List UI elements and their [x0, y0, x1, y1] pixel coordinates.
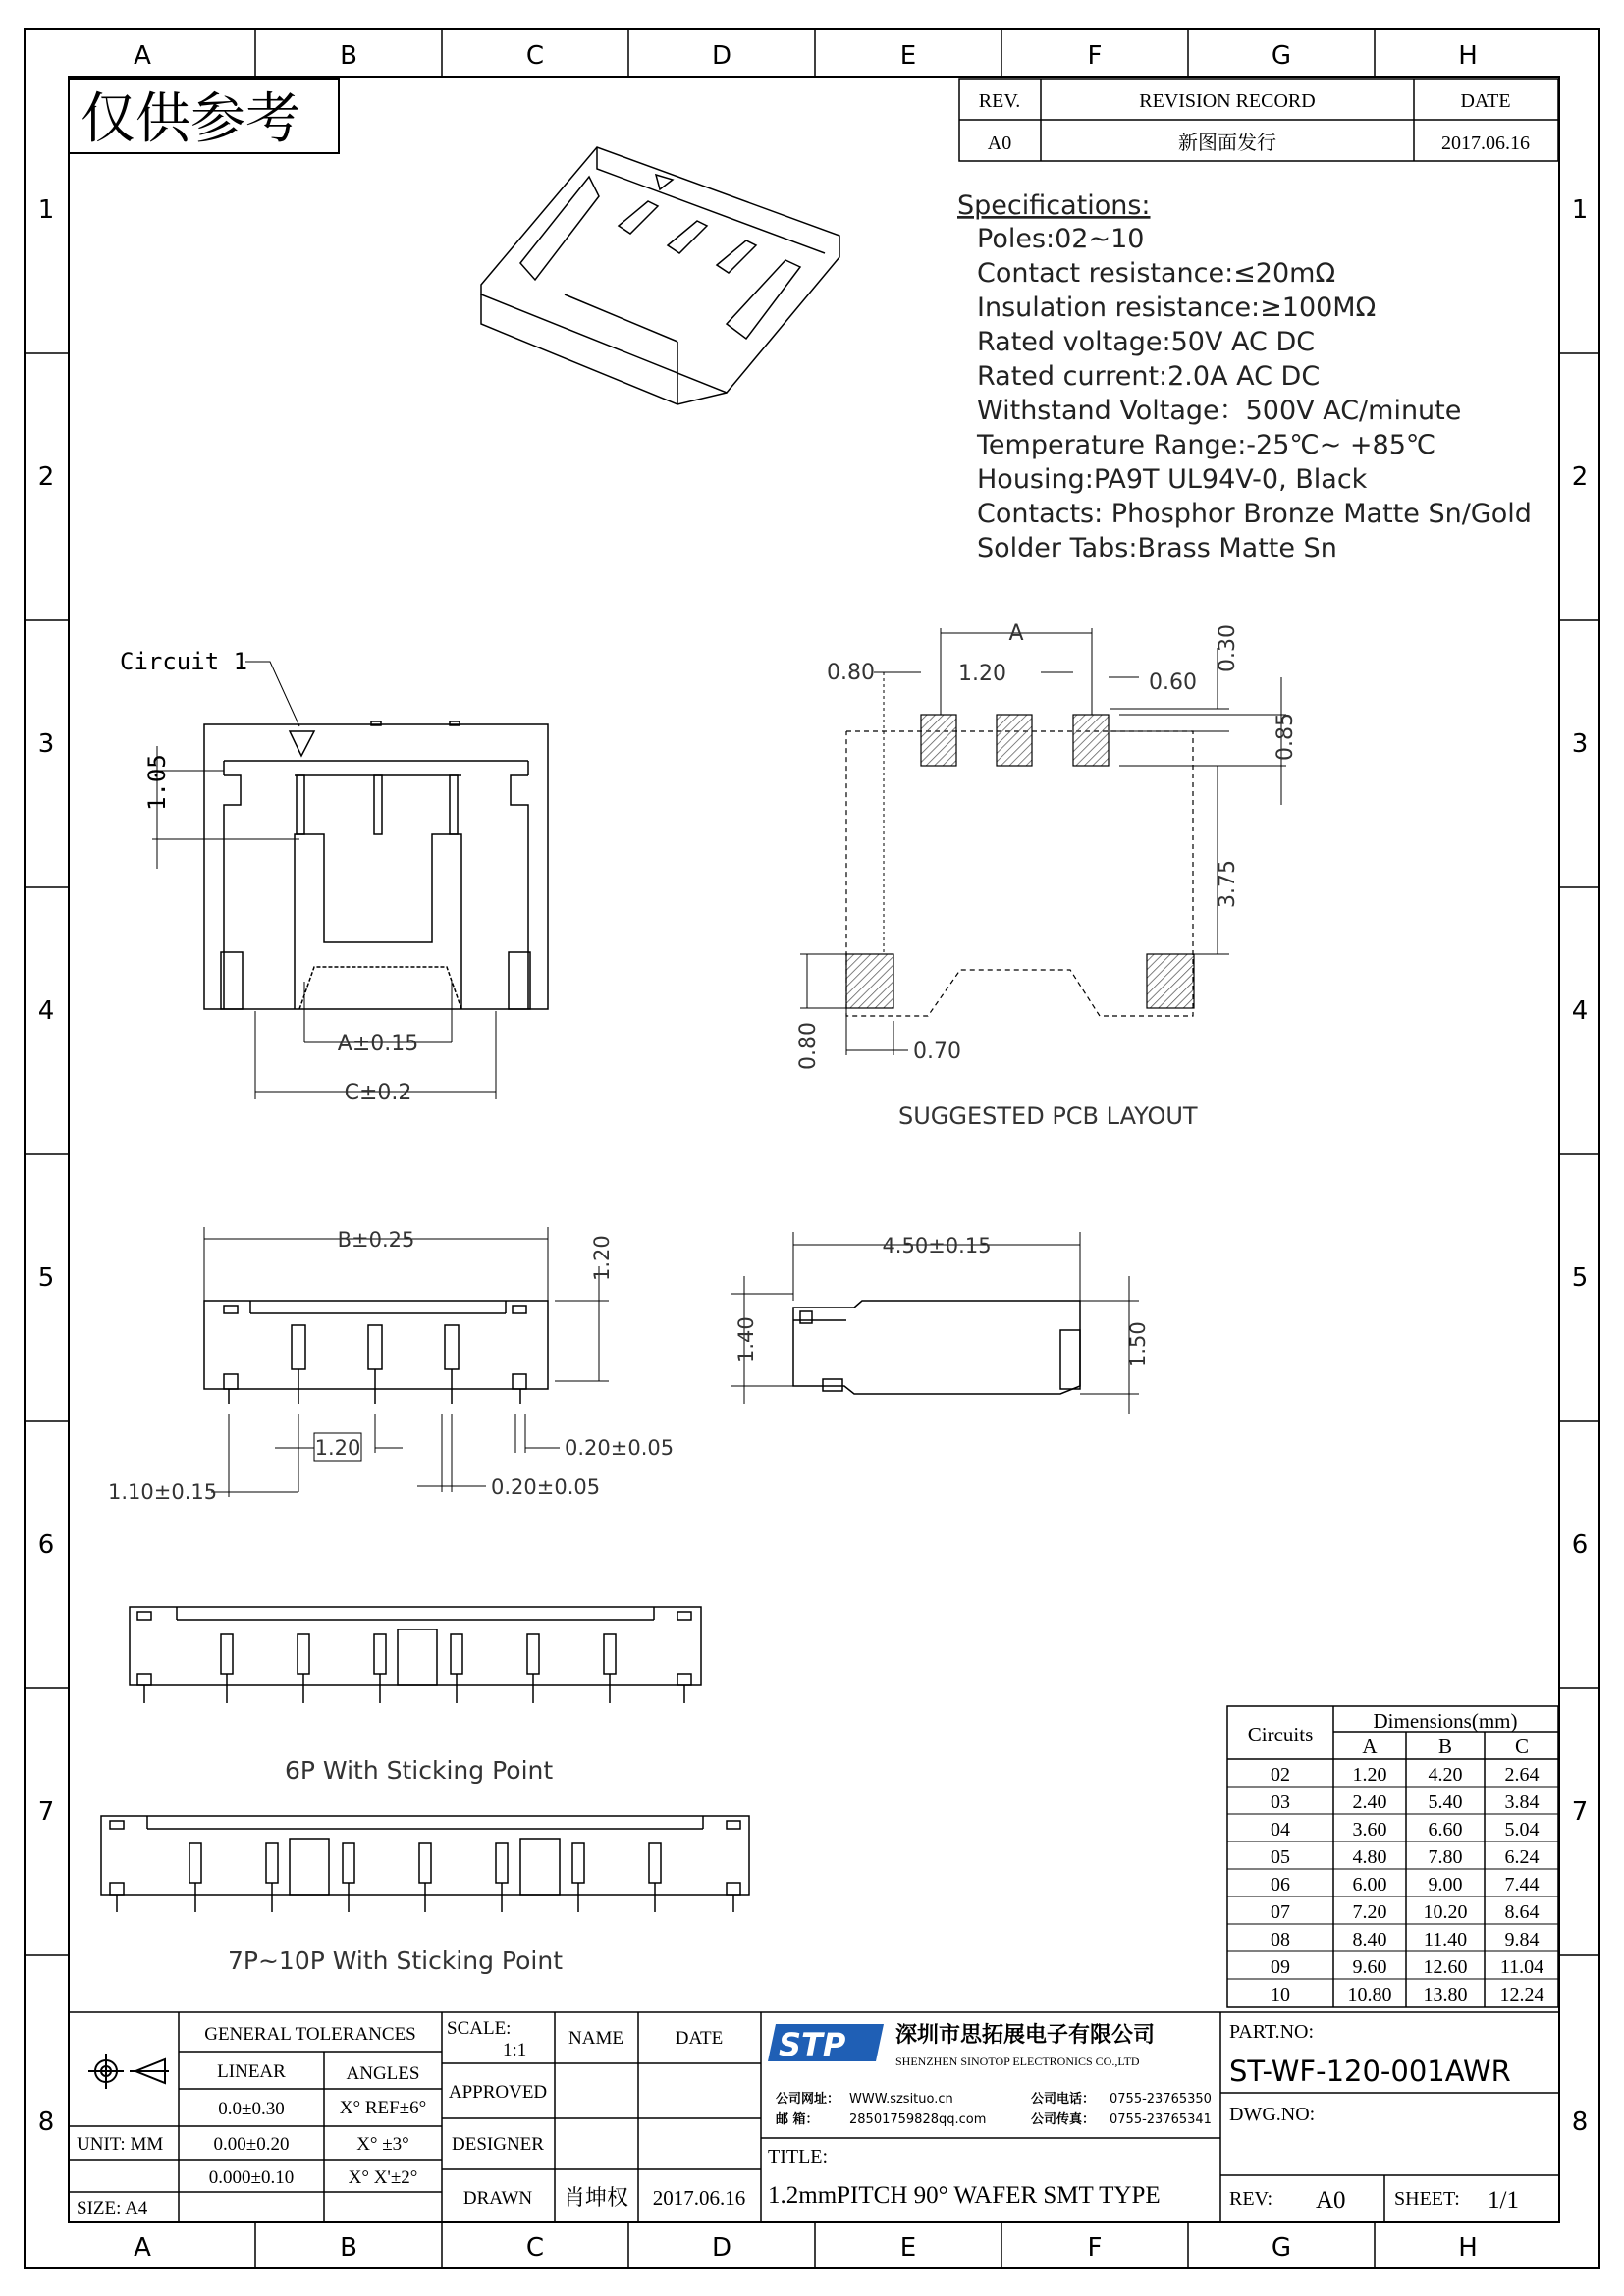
dim-b: B±0.25 [337, 1228, 415, 1252]
tel-label: 公司电话： [1031, 2092, 1096, 2107]
circuits-header: Circuits [1247, 1723, 1314, 1746]
svg-text:11.04: 11.04 [1499, 1956, 1544, 1978]
dim-1-10: 1.10±0.15 [108, 1480, 218, 1504]
spec-line: Temperature Range:-25℃~ +85℃ [977, 430, 1436, 460]
spec-line: Housing:PA9T UL94V-0, Black [977, 464, 1368, 495]
pcb-pad [997, 715, 1032, 766]
revision-date-value: 2017.06.16 [1441, 133, 1530, 154]
svg-text:8.64: 8.64 [1504, 1901, 1540, 1923]
drawn-name: 肖坤权 [563, 2185, 629, 2210]
table-row [1271, 1901, 1540, 1923]
col-label: C [525, 2233, 545, 2263]
circuit1-label: Circuit 1 [120, 648, 248, 675]
date-header: DATE [675, 2028, 724, 2049]
row-label: 1 [1571, 195, 1589, 225]
col-label: H [1458, 2233, 1478, 2263]
side-view [793, 1301, 1080, 1394]
dwg-no-label: DWG.NO: [1229, 2104, 1316, 2125]
dim-0-20-a: 0.20±0.05 [565, 1436, 675, 1460]
approved-label: APPROVED [448, 2082, 548, 2103]
svg-text:10.20: 10.20 [1423, 1901, 1468, 1923]
revision-record-value: 新图面发行 [1178, 133, 1276, 154]
col-label: E [899, 41, 917, 71]
tol-angle-2: X° ±3° [356, 2134, 409, 2155]
svg-text:04: 04 [1271, 1819, 1290, 1841]
dim-c-front: C±0.2 [344, 1081, 412, 1105]
scale-value: 1:1 [503, 2040, 527, 2060]
dim-1-20-pitch: 1.20 [314, 1436, 361, 1460]
svg-text:10: 10 [1271, 1984, 1290, 2005]
svg-text:06: 06 [1271, 1874, 1290, 1896]
fax-label: 公司传真： [1031, 2112, 1096, 2127]
rev-header: REV. [978, 90, 1021, 112]
row-label: 5 [1571, 1263, 1589, 1293]
company-logo [768, 2024, 884, 2063]
logo-text: STP [779, 2026, 846, 2063]
row-label: 6 [37, 1530, 55, 1560]
col-label: B [340, 41, 357, 71]
tol-linear-2: 0.00±0.20 [213, 2134, 290, 2155]
dim-1-50: 1.50 [1126, 1321, 1150, 1367]
name-header: NAME [568, 2028, 623, 2049]
spec-line: Insulation resistance:≥100MΩ [977, 293, 1377, 323]
col-label: D [711, 41, 732, 71]
col-label: D [711, 2233, 732, 2263]
unit-label: UNIT: MM [77, 2134, 164, 2155]
table-row [1271, 1929, 1540, 1950]
col-label: E [899, 2233, 917, 2263]
table-row [1271, 1984, 1544, 2005]
col-label: F [1087, 41, 1103, 71]
size-label: SIZE: A4 [77, 2198, 148, 2218]
pcb-pad [921, 715, 956, 766]
spec-line: Rated current:2.0A AC DC [977, 361, 1321, 392]
col-label: G [1271, 41, 1292, 71]
col-label: B [340, 2233, 357, 2263]
pcb-pad [1073, 715, 1109, 766]
rev-value: A0 [987, 133, 1012, 154]
col-label: F [1087, 2233, 1103, 2263]
pcb-dim-080-top: 0.80 [827, 661, 875, 685]
svg-text:11.40: 11.40 [1423, 1929, 1468, 1950]
linear-label: LINEAR [217, 2061, 286, 2082]
stamp-text: 仅供参考 [81, 87, 300, 151]
dim-1-20-height: 1.20 [590, 1235, 614, 1281]
svg-text:6.00: 6.00 [1352, 1874, 1387, 1896]
svg-text:3.60: 3.60 [1352, 1819, 1387, 1841]
pcb-dim-085: 0.85 [1273, 713, 1298, 761]
row-label: 3 [37, 729, 55, 759]
col-label: A [134, 41, 151, 71]
specs-title: Specifications: [957, 190, 1151, 221]
pcb-pad [1147, 954, 1194, 1008]
reference-stamp [69, 79, 339, 153]
tol-linear-3: 0.000±0.10 [208, 2167, 295, 2188]
svg-text:05: 05 [1271, 1846, 1290, 1868]
svg-text:9.60: 9.60 [1352, 1956, 1387, 1978]
company-name-cn: 深圳市思拓展电子有限公司 [895, 2023, 1156, 2048]
svg-text:9.00: 9.00 [1428, 1874, 1463, 1896]
svg-text:13.80: 13.80 [1423, 1984, 1468, 2005]
part-no-label: PART.NO: [1229, 2021, 1315, 2043]
row-label: 2 [1571, 462, 1589, 492]
svg-text:03: 03 [1271, 1791, 1290, 1813]
svg-text:02: 02 [1271, 1764, 1290, 1786]
sheet-label: SHEET: [1394, 2188, 1460, 2210]
svg-text:5.04: 5.04 [1504, 1819, 1540, 1841]
pcb-pad [846, 954, 893, 1008]
table-row [1271, 1791, 1540, 1813]
bottom-view [204, 1301, 548, 1404]
front-view [204, 721, 548, 1009]
row-label: 4 [37, 996, 55, 1026]
part-no-value: ST-WF-120-001AWR [1229, 2055, 1511, 2088]
dim-a-front: A±0.15 [337, 1032, 419, 1056]
company-name-en: SHENZHEN SINOTOP ELECTRONICS CO.,LTD [895, 2055, 1140, 2068]
col-a-header: A [1362, 1735, 1378, 1758]
email-value: 28501759828qq.com [849, 2112, 987, 2127]
svg-text:7.20: 7.20 [1352, 1901, 1387, 1923]
spec-line: Contact resistance:≤20mΩ [977, 258, 1336, 289]
svg-text:09: 09 [1271, 1956, 1290, 1978]
tel-value: 0755-23765350 [1110, 2092, 1212, 2107]
row-label: 8 [1571, 2108, 1589, 2137]
svg-text:08: 08 [1271, 1929, 1290, 1950]
title-label: TITLE: [768, 2146, 829, 2167]
col-label: H [1458, 41, 1478, 71]
row-label: 1 [37, 195, 55, 225]
dim-1-40: 1.40 [734, 1316, 758, 1362]
pcb-dim-060: 0.60 [1149, 670, 1197, 695]
date-header: DATE [1460, 90, 1511, 112]
svg-text:07: 07 [1271, 1901, 1290, 1923]
spec-line: Withstand Voltage：500V AC/minute [977, 396, 1462, 426]
general-tolerances: GENERAL TOLERANCES [204, 2024, 416, 2045]
specifications [957, 190, 1532, 563]
spec-line: Rated voltage:50V AC DC [977, 327, 1316, 357]
pcb-dim-a: A [1008, 621, 1024, 646]
svg-text:5.40: 5.40 [1428, 1791, 1463, 1813]
drawn-date: 2017.06.16 [652, 2186, 746, 2210]
row-label: 6 [1571, 1530, 1589, 1560]
pcb-caption: SUGGESTED PCB LAYOUT [898, 1102, 1198, 1130]
tol-angle-1: X° REF±6° [339, 2098, 427, 2118]
drawing-title: 1.2mmPITCH 90° WAFER SMT TYPE [768, 2182, 1161, 2209]
tol-linear-1: 0.0±0.30 [218, 2099, 285, 2119]
svg-text:2.40: 2.40 [1352, 1791, 1387, 1813]
col-b-header: B [1437, 1735, 1453, 1758]
svg-text:6.60: 6.60 [1428, 1819, 1463, 1841]
svg-text:4.20: 4.20 [1428, 1764, 1463, 1786]
dim-table-body [1271, 1764, 1544, 2005]
isometric-view [481, 147, 839, 404]
svg-text:9.84: 9.84 [1504, 1929, 1540, 1950]
row-label: 7 [37, 1797, 55, 1827]
svg-text:12.24: 12.24 [1499, 1984, 1544, 2005]
row-label: 3 [1571, 729, 1589, 759]
pcb-dim-120: 1.20 [958, 662, 1006, 686]
col-label: A [134, 2233, 151, 2263]
dim-1-05: 1.05 [143, 754, 171, 811]
drawn-label: DRAWN [462, 2188, 533, 2209]
row-label: 2 [37, 462, 55, 492]
table-row [1271, 1764, 1540, 1786]
pcb-dim-375: 3.75 [1216, 860, 1240, 908]
view-6p [130, 1607, 701, 1703]
sheet-value: 1/1 [1488, 2187, 1519, 2214]
svg-text:10.80: 10.80 [1347, 1984, 1392, 2005]
table-row [1271, 1956, 1543, 1978]
revision-record-header: REVISION RECORD [1139, 90, 1316, 112]
email-label: 邮 箱： [776, 2112, 819, 2127]
row-label: 4 [1571, 996, 1589, 1026]
view-7p-10p [101, 1816, 749, 1912]
table-row [1271, 1874, 1540, 1896]
dim-0-20-b: 0.20±0.05 [491, 1475, 601, 1499]
table-row [1271, 1819, 1540, 1841]
svg-text:4.80: 4.80 [1352, 1846, 1387, 1868]
col-c-header: C [1514, 1735, 1530, 1758]
dim-4-50: 4.50±0.15 [882, 1234, 992, 1257]
caption-7p-10p: 7P~10P With Sticking Point [228, 1947, 563, 1975]
svg-text:1.20: 1.20 [1352, 1764, 1387, 1786]
spec-line: Contacts: Phosphor Bronze Matte Sn/Gold [977, 499, 1532, 529]
designer-label: DESIGNER [452, 2134, 544, 2155]
caption-6p: 6P With Sticking Point [285, 1756, 554, 1785]
svg-text:6.24: 6.24 [1504, 1846, 1540, 1868]
pcb-dim-070: 0.70 [913, 1040, 961, 1064]
svg-text:2.64: 2.64 [1504, 1764, 1540, 1786]
spec-line: Solder Tabs:Brass Matte Sn [977, 533, 1337, 563]
angles-label: ANGLES [346, 2063, 420, 2084]
svg-text:7.80: 7.80 [1428, 1846, 1463, 1868]
spec-line: Poles:02~10 [977, 224, 1145, 254]
col-label: C [525, 41, 545, 71]
col-label: G [1271, 2233, 1292, 2263]
scale-label: SCALE: [447, 2018, 512, 2039]
row-label: 7 [1571, 1797, 1589, 1827]
tol-angle-3: X° X'±2° [348, 2167, 418, 2188]
dimensions-header: Dimensions(mm) [1373, 1709, 1518, 1733]
svg-text:7.44: 7.44 [1504, 1874, 1540, 1896]
rev-label: REV: [1229, 2188, 1273, 2210]
pcb-dim-030: 0.30 [1216, 624, 1240, 672]
table-row [1271, 1846, 1540, 1868]
pcb-dim-080-left: 0.80 [796, 1022, 821, 1070]
row-label: 8 [37, 2108, 55, 2137]
fax-value: 0755-23765341 [1110, 2112, 1212, 2127]
row-label: 5 [37, 1263, 55, 1293]
svg-text:3.84: 3.84 [1504, 1791, 1540, 1813]
projection-symbol-icon [88, 2054, 169, 2089]
website-label: 公司网址： [776, 2092, 840, 2107]
svg-text:12.60: 12.60 [1423, 1956, 1468, 1978]
website-value: WWW.szsituo.cn [849, 2092, 953, 2107]
rev-value: A0 [1316, 2187, 1346, 2214]
svg-text:8.40: 8.40 [1352, 1929, 1387, 1950]
pcb-layout [796, 621, 1298, 1130]
